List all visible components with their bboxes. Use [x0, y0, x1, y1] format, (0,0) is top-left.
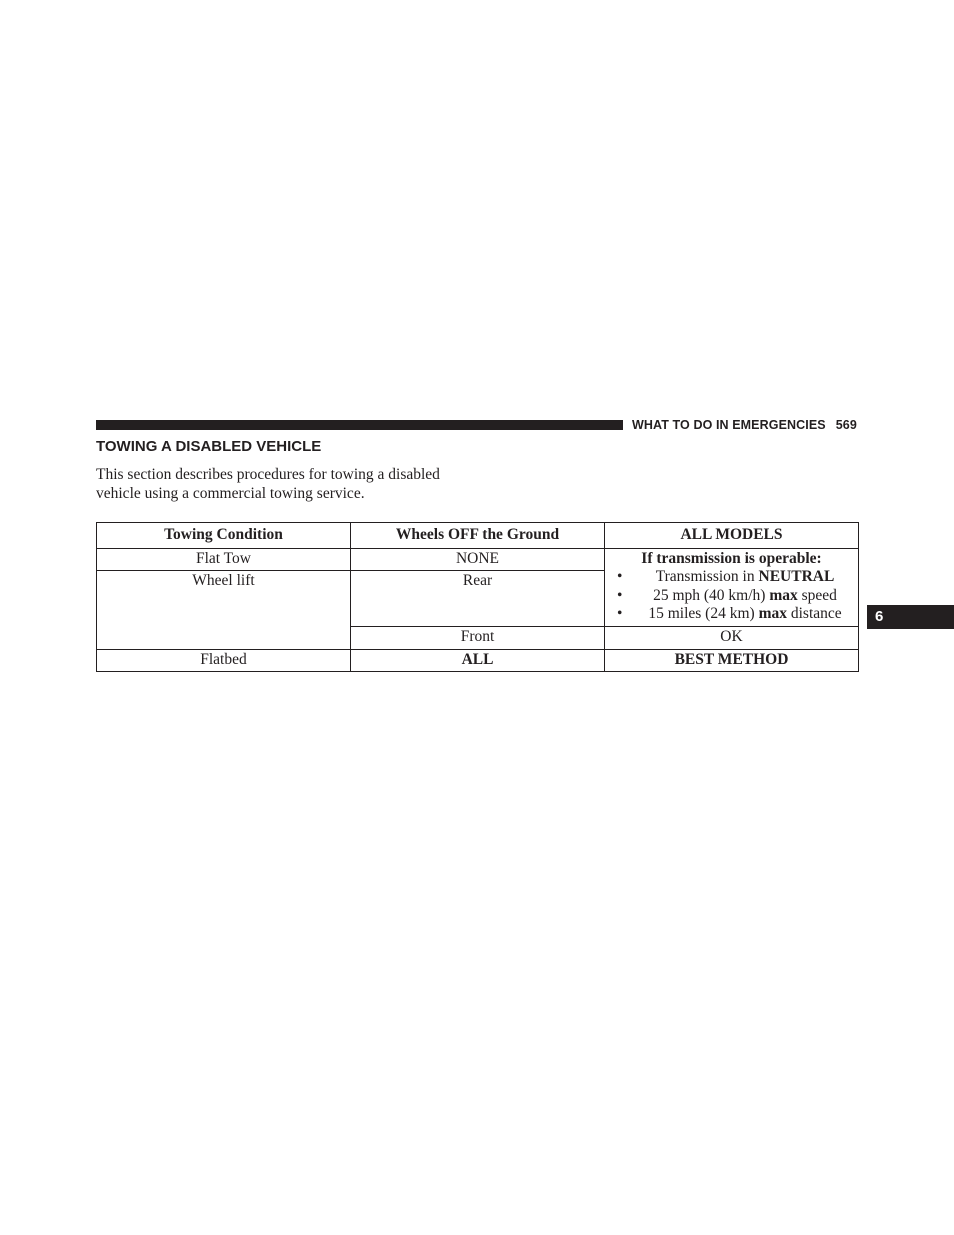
towing-table [96, 522, 859, 672]
intro-line-2: vehicle using a commercial towing service. [96, 485, 365, 502]
cell-models-best-method: BEST METHOD [605, 649, 859, 672]
header-towing-condition: Towing Condition [97, 523, 351, 549]
transmission-note-title: If transmission is operable: [641, 549, 822, 567]
cell-wheels-rear: Rear [351, 571, 605, 627]
table-row [97, 649, 859, 672]
intro-line-1: This section describes procedures for towing a disabled [96, 466, 440, 483]
list-item: • 25 mph (40 km/h) max speed [613, 587, 854, 606]
header-rule [96, 420, 623, 430]
table-header-row [97, 523, 859, 549]
header-wheels-off-ground: Wheels OFF the Ground [351, 523, 605, 549]
cell-condition-wheel-lift: Wheel lift [97, 571, 351, 650]
list-item: • Transmission in NEUTRAL [613, 568, 854, 587]
intro-paragraph [96, 465, 476, 503]
running-header [632, 418, 857, 432]
cell-transmission-note [605, 548, 859, 627]
list-item: • 15 miles (24 km) max distance [613, 605, 854, 624]
header-section-title: WHAT TO DO IN EMERGENCIES [632, 418, 826, 432]
cell-wheels-all: ALL [351, 649, 605, 672]
cell-wheels-none: NONE [351, 548, 605, 571]
cell-wheels-front: Front [351, 627, 605, 650]
cell-condition-flat-tow: Flat Tow [97, 548, 351, 571]
transmission-note-list [609, 568, 854, 624]
section-title: TOWING A DISABLED VEHICLE [96, 438, 322, 455]
table-row [97, 548, 859, 571]
cell-models-ok: OK [605, 627, 859, 650]
header-all-models: ALL MODELS [605, 523, 859, 549]
page-number: 569 [835, 418, 857, 432]
cell-condition-flatbed: Flatbed [97, 649, 351, 672]
chapter-tab: 6 [867, 605, 954, 629]
